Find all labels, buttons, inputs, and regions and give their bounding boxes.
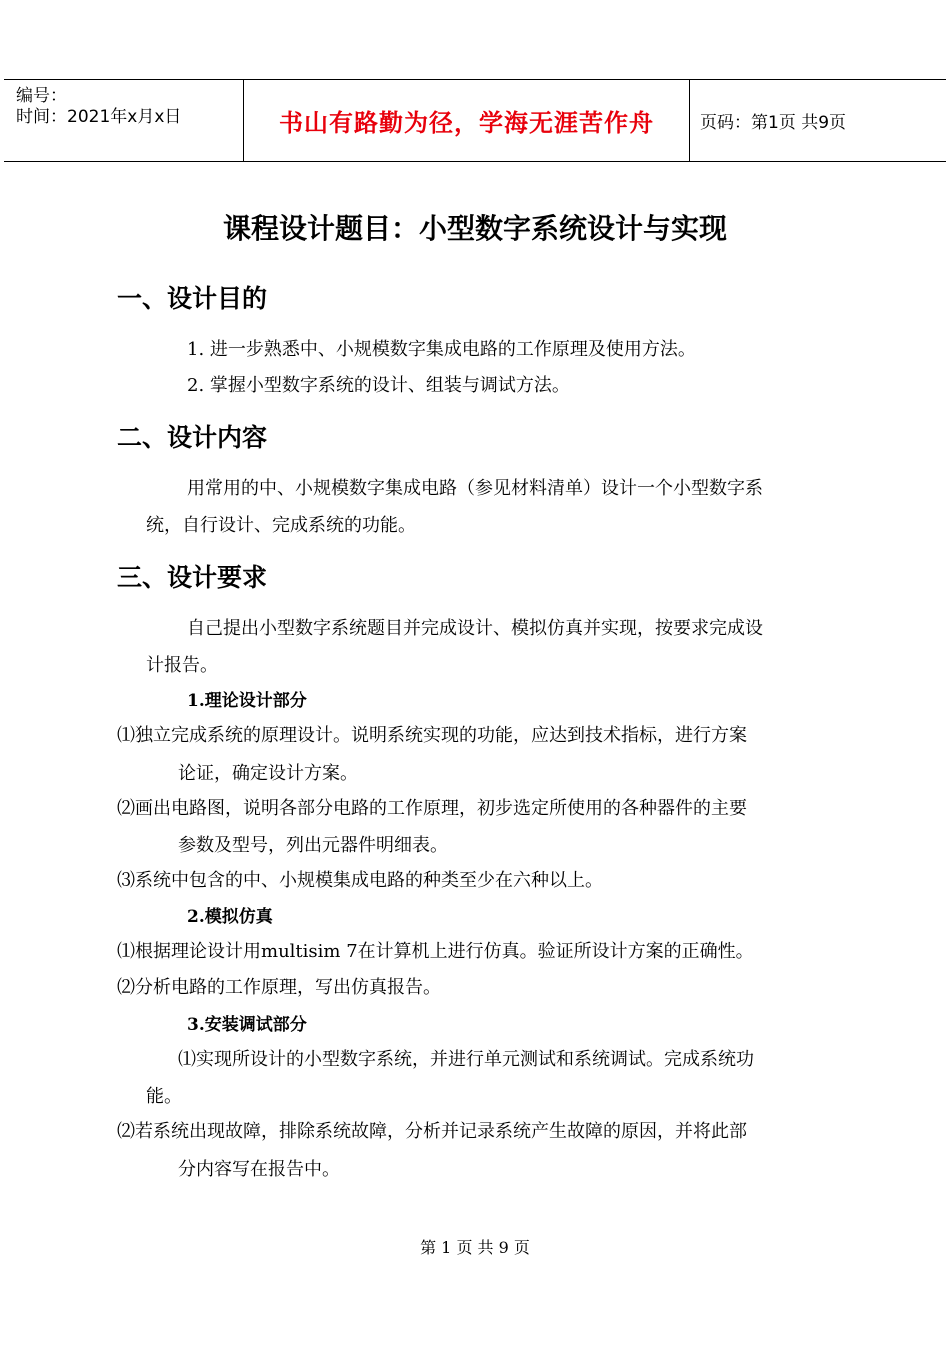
part3-line: ⑴实现所设计的小型数字系统，并进行单元测试和系统调试。完成系统功 bbox=[178, 1049, 754, 1070]
page-label: 页码：第1页 共9页 bbox=[700, 113, 847, 133]
section-heading-content: 二、设计内容 bbox=[117, 423, 268, 452]
header-table bbox=[4, 79, 946, 162]
part1-line: ⑴独立完成系统的原理设计。说明系统实现的功能，应达到技术指标，进行方案 bbox=[117, 725, 747, 746]
part2-title: 2.模拟仿真 bbox=[187, 907, 273, 927]
motto: 书山有路勤为径，学海无涯苦作舟 bbox=[279, 109, 654, 137]
part3-title: 3.安装调试部分 bbox=[187, 1015, 307, 1035]
requirements-intro-2: 计报告。 bbox=[146, 655, 218, 676]
purpose-item-2: 2. 掌握小型数字系统的设计、组装与调试方法。 bbox=[187, 375, 570, 396]
part1-line: ⑶系统中包含的中、小规模集成电路的种类至少在六种以上。 bbox=[117, 870, 603, 891]
document-title: 课程设计题目：小型数字系统设计与实现 bbox=[222, 212, 727, 245]
part3-line: 能。 bbox=[146, 1086, 182, 1107]
header-page-cell bbox=[690, 80, 946, 161]
requirements-intro-1: 自己提出小型数字系统题目并完成设计、模拟仿真并实现，按要求完成设 bbox=[187, 618, 763, 639]
content-line-2: 统，自行设计、完成系统的功能。 bbox=[146, 515, 416, 536]
section-heading-requirements: 三、设计要求 bbox=[117, 563, 268, 592]
purpose-item-1: 1. 进一步熟悉中、小规模数字集成电路的工作原理及使用方法。 bbox=[187, 339, 696, 360]
part3-line: 分内容写在报告中。 bbox=[178, 1159, 340, 1180]
part1-line: 论证，确定设计方案。 bbox=[178, 763, 358, 784]
content-line-1: 用常用的中、小规模数字集成电路（参见材料清单）设计一个小型数字系 bbox=[187, 478, 763, 499]
page-footer: 第 1 页 共 9 页 bbox=[420, 1238, 530, 1257]
time-label: 时间：2021年x月x日 bbox=[16, 107, 182, 127]
number-label: 编号： bbox=[16, 86, 67, 106]
header-motto-cell bbox=[244, 80, 690, 161]
section-heading-purpose: 一、设计目的 bbox=[117, 284, 268, 313]
header-meta-cell bbox=[4, 80, 244, 161]
part2-line: ⑴根据理论设计用multisim 7在计算机上进行仿真。验证所设计方案的正确性。 bbox=[117, 941, 754, 962]
part3-line: ⑵若系统出现故障，排除系统故障，分析并记录系统产生故障的原因，并将此部 bbox=[117, 1121, 747, 1142]
part1-line: 参数及型号，列出元器件明细表。 bbox=[178, 835, 448, 856]
part1-title: 1.理论设计部分 bbox=[187, 691, 307, 711]
part1-line: ⑵画出电路图，说明各部分电路的工作原理，初步选定所使用的各种器件的主要 bbox=[117, 798, 747, 819]
part2-line: ⑵分析电路的工作原理，写出仿真报告。 bbox=[117, 977, 441, 998]
